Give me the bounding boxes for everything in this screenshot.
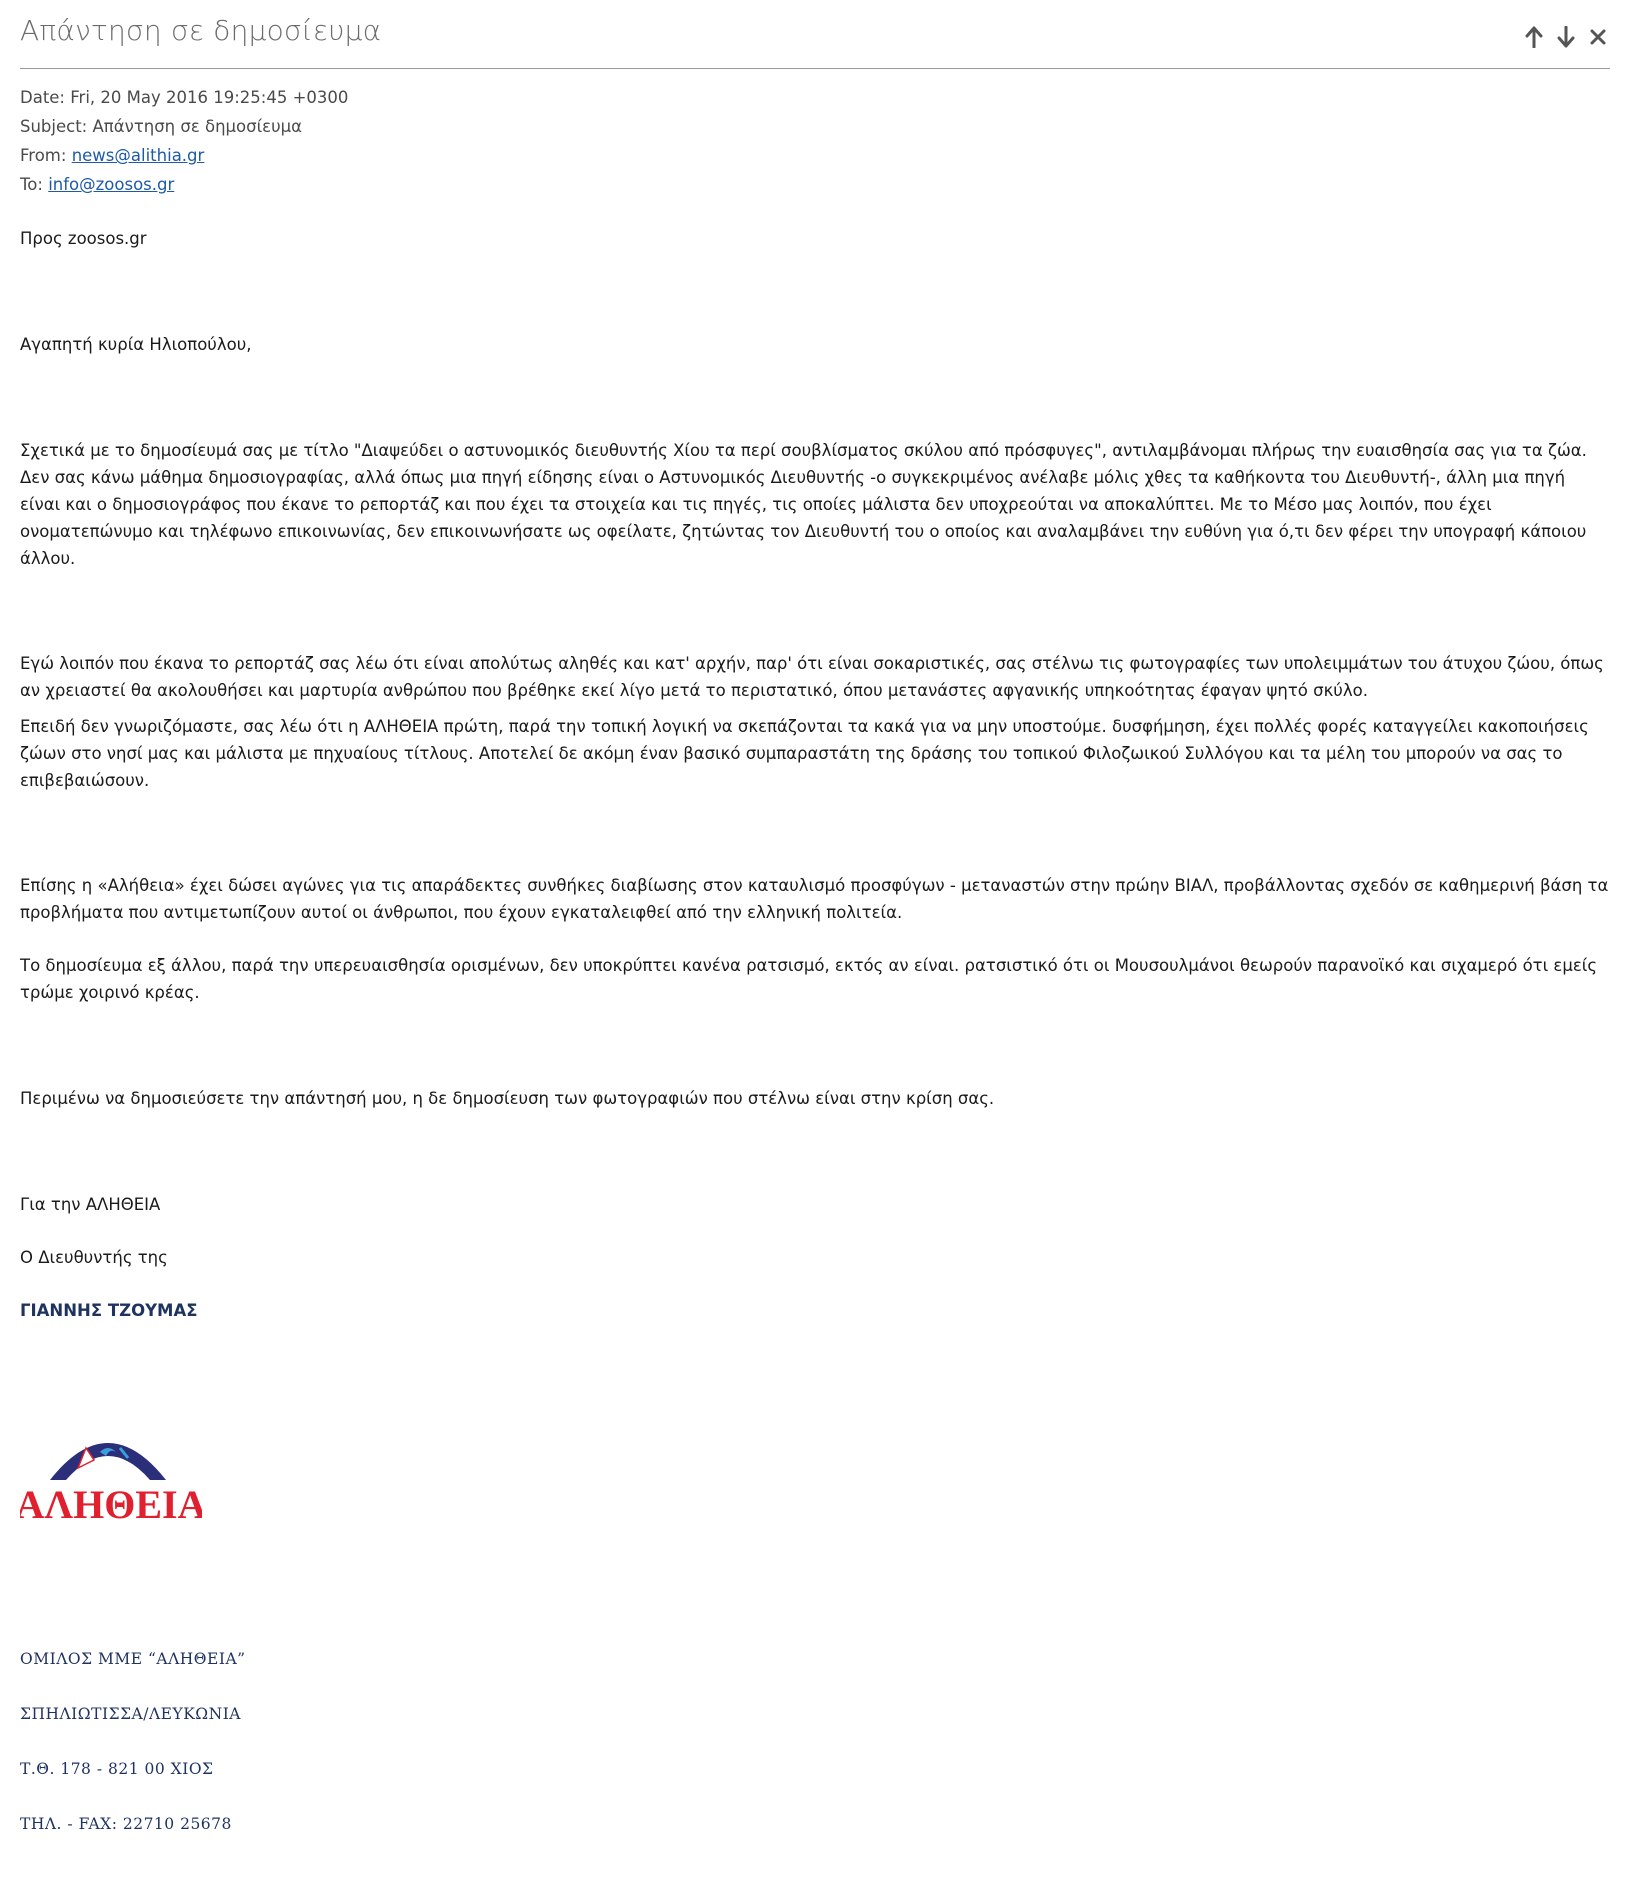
close-icon[interactable] [1586,22,1610,52]
date-header [20,84,1610,113]
company-footer [20,1650,246,1870]
paragraph-4: Επίσης η «Αλήθεια» έχει δώσει αγώνες για τις απαράδεκτες συνθήκες διαβίωσης στον καταυλισμό προσφύγων - μεταναστών στην πρώην ΒΙΑΛ, προβάλλοντας σχεδόν σε καθημερινή βάση τα προβλήματα που αντιμετωπίζουν αυτοί οι άνθρωποι, που έχουν εγκαταλειφθεί από την ελληνική πολιτεία. [20,876,1609,922]
to-label: To: [20,175,43,194]
date-label: Date: [20,88,65,107]
signature-line-1: Για την ΑΛΗΘΕΙΑ [20,1195,161,1214]
footer-pobox: Τ.Θ. 178 - 821 00 ΧΙΟΣ [20,1760,214,1778]
paragraph-6: Περιμένω να δημοσιεύσετε την απάντησή μου, η δε δημοσίευση των φωτογραφιών που στέλνω είναι στην κρίση σας. [20,1089,995,1108]
to-header [20,171,1610,200]
to-email-link[interactable]: info@zoosos.gr [48,175,175,194]
paragraph-1: Σχετικά με το δημοσίευμά σας με τίτλο "Διαψεύδει ο αστυνομικός διευθυντής Χίου τα περί σουβλίσματος σκύλου από πρόσφυγες", αντιλαμβάνομαι πλήρως την ευαισθησία σας για τα ζώα. Δεν σας κάνω μάθημα δημοσιογραφίας, αλλά όπως μια πηγή είδησης είναι ο Αστυνομικός Διευθυντής -ο συγκεκριμένος ανέλαβε μόλις χθες τα καθήκοντα του Διευθυντή-, άλλη μια πηγή είναι και ο δημοσιογράφος που έκανε το ρεπορτάζ και που έχει τα στοιχεία και τις πηγές, τις οποίες μάλιστα δεν υποχρεούται να αποκαλύπτει. Με το Μέσο μας λοιπόν, που έχει ονοματεπώνυμο και τηλέφωνο επικοινωνίας, δεν επικοινωνήσατε ως οφείλατε, ζητώντας τον Διευθυντή του ο οποίος και αναλαμβάνει την ευθύνη για ό,τι δεν φέρει την υπογραφή κάποιου άλλου. [20,441,1587,568]
salutation: Αγαπητή κυρία Ηλιοπούλου, [20,335,252,354]
paragraph-3: Επειδή δεν γνωριζόμαστε, σας λέω ότι η ΑΛΗΘΕΙΑ πρώτη, παρά την τοπική λογική να σκεπάζονται τα κακά για να μην υποστούμε. δυσφήμηση, έχει πολλές φορές καταγγείλει κακοποιήσεις ζώων στο νησί μας και μάλιστα με πηχυαίους τίτλους. Αποτελεί δε ακόμη έναν βασικό συμπαραστάτη της δράσης του τοπικού Φιλοζωικού Συλλόγου και τα μέλη του μπορούν να σας το επιβεβαιώσουν. [20,717,1589,790]
from-header [20,142,1610,171]
paragraph-2: Εγώ λοιπόν που έκανα το ρεπορτάζ σας λέω ότι είναι απολύτως αληθές και κατ' αρχήν, παρ' ότι είναι σοκαριστικές, σας στέλνω τις φωτογραφίες των υπολειμμάτων του άτυχου ζώου, όπως αν χρειαστεί θα ακολουθήσει και μαρτυρία ανθρώπου που βρέθηκε εκεί λίγο μετά το περιστατικό, όπου μετανάστες αφγανικής υπηκοότητας έφαγαν ψητό σκύλο. [20,654,1604,700]
signature-line-2: Ο Διευθυντής της [20,1248,168,1267]
arrow-down-icon[interactable] [1554,22,1578,52]
email-content [20,84,1610,1324]
footer-phone: ΤΗΛ. - FAX: 22710 25678 [20,1815,232,1833]
window-title: Απάντηση σε δημοσίευμα [20,14,382,47]
subject-value: Απάντηση σε δημοσίευμα [92,117,303,136]
window-actions [1522,22,1610,52]
date-value: Fri, 20 May 2016 19:25:45 +0300 [70,88,349,107]
arrow-up-icon[interactable] [1522,22,1546,52]
from-email-link[interactable]: news@alithia.gr [71,146,205,165]
from-label: From: [20,146,67,165]
subject-header [20,113,1610,142]
subject-label: Subject: [20,117,88,136]
footer-company: ΟΜΙΛΟΣ ΜΜΕ “ΑΛΗΘΕΙΑ” [20,1650,246,1668]
signature-name: ΓΙΑΝΝΗΣ ΤΖΟΥΜΑΣ [20,1301,198,1320]
window-titlebar [20,10,1610,69]
alitheia-logo [20,1418,202,1528]
logo-text: ΑΛΗΘΕΙΑ [20,1482,202,1527]
greeting-to: Προς zoosos.gr [20,229,147,248]
paragraph-5: Το δημοσίευμα εξ άλλου, παρά την υπερευαισθησία ορισμένων, δεν υποκρύπτει κανένα ρατσισμό, εκτός αν είναι. ρατσιστικό ότι οι Μουσουλμάνοι θεωρούν παρανοϊκό και σιχαμερό ότι εμείς τρώμε χοιρινό κρέας. [20,956,1598,1002]
footer-address: ΣΠΗΛΙΩΤΙΣΣΑ/ΛΕΥΚΩΝΙΑ [20,1705,242,1723]
